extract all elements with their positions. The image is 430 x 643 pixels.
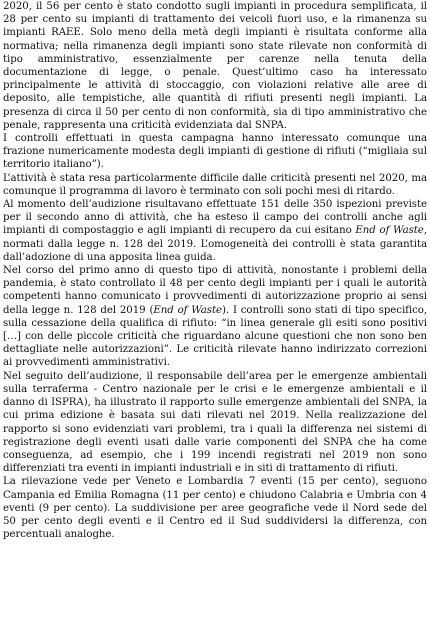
end-of-waste-term: End of Waste bbox=[355, 225, 424, 237]
paragraph-campaign-scope: I controlli effettuati in questa campagna hanno interessato comunque una frazione numericamente modesta degli impianti di gestione di rifiuti (“migliaia sul territorio italiano”). bbox=[3, 133, 427, 171]
paragraph-inspections-results: 2020, il 56 per cento è stato condotto sugli impianti in procedura semplificata, il 28 per cento su impianti di trattamento dei veicoli fuori uso, e la rimanenza su impianti RAEE. Solo meno della metà degli impianti è risultata conforme alla normativa; nella rimanenza degli impianti sono state rilevate non conformità di tipo amministrativo, essenzialmente per carenze nella tenuta della documentazione di legge, o penale. Quest’ultimo caso ha interessato principalmente le attività di stoccaggio, con violazioni relative alle aree di deposito, alle tempistiche, alle quantità di rifiuti presenti negli impianti. La presenza di circa il 50 per cento di non conformità, sia di tipo amministrativo che penale, rappresenta una criticità evidenziata dal SNPA. bbox=[3, 1, 427, 131]
paragraph-second-year-inspections: Al momento dell’audizione risultavano effettuate 151 delle 350 ispezioni previste per il secondo anno di attività, che ha esteso il campo dei controlli anche agli impianti di compostaggio e agli impianti di recupero da cui esitano End of Waste, normati dalla legge n. 128 del 2019. L’omogeneità dei controlli è stata garantita dall’adozione di una apposita linea guida. bbox=[3, 199, 427, 263]
paragraph-emergency-report: Nel seguito dell’audizione, il responsabile dell’area per le emergenze ambientali sulla terraferma - Centro nazionale per le crisi e le emergenze ambientali e il danno di ISPRA), ha illustrato il rapporto sulle emergenze ambientali del SNPA, la cui prima edizione è basata sui dati rilevati nel 2019. Nella realizzazione del rapporto si sono evidenziati vari problemi, tra i quali la differenza nei sistemi di registrazione degli eventi usati dalle varie componenti del SNPA che ha come conseguenza, ad esempio, che i 199 incendi registrati nel 2019 non sono differenziati tra eventi in impianti industriali e in siti di trattamento di rifiuti. bbox=[3, 370, 427, 475]
paragraph-regional-distribution: La rilevazione vede per Veneto e Lombardia 7 eventi (15 per cento), seguono Campania ed Emilia Romagna (11 per cento) e chiudono Calabria e Umbria con 4 eventi (9 per cento). La suddivisione per aree geografiche vede il Nord sede del 50 per cento degli eventi e il Centro ed il Sud suddividersi la differenza, con percentuali analoghe. bbox=[3, 476, 427, 541]
paragraph-activity-difficulty: L’attività è stata resa particolarmente difficile dalle criticità presenti nel 2020, ma comunque il programma di lavoro è terminato con soli pochi mesi di ritardo. bbox=[3, 172, 427, 197]
end-of-waste-term: End of Waste bbox=[153, 304, 222, 316]
paragraph-first-year-controls: Nel corso del primo anno di questo tipo di attività, nonostante i problemi della pandemia, è stato controllato il 48 per cento degli impianti per i quali le autorità competenti hanno comunicato i provvedimenti di autorizzazione proprio ai sensi della legge n. 128 del 2019 (End of Waste). I controlli sono stati di tipo specifico, sulla cessazione della qualifica di rifiuto: “in linea generale gli esiti sono positivi […] con delle piccole criticità che riguardano alcune questioni che non sono ben dettagliate nelle autorizzazioni”. Le criticità rilevate hanno indirizzato correzioni ai provvedimenti amministrativi. bbox=[3, 265, 428, 369]
